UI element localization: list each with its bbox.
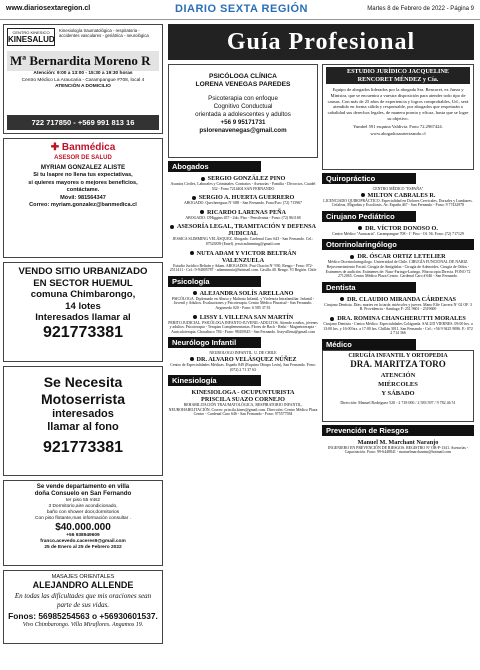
banmedica-logo: ✚ Banmédica <box>50 142 116 153</box>
bullet-icon <box>190 251 194 255</box>
bullet-icon <box>330 317 334 321</box>
listing-entry: Manuel M. Marchant Naranjo INGENIERO EN PREVENCIÓN DE RIESGOS. REGISTRO Nº OB-P-1341. Asesorías - Capacitación. Fono: 99-6448841 - manuelmarchantm@hotmail.com <box>327 438 469 455</box>
section-quiropractico: Quiropráctico <box>322 173 416 184</box>
listing-entry: DR. CLAUDIO MIRANDA CÁRDENAS Cirujano Dentista. Días: martes en la tarde, miércoles y jueves. Mano Effe Carrera Nº 02 OF. 3 B. Providencia - Santiago F: 251 9601 - 2319600 <box>324 295 472 312</box>
bullet-icon <box>350 255 354 259</box>
listing-entry: DR. VÍCTOR DONOSO O. Centro Médico "Araucaria". Carampangue 708 - 1º Piso - Of. 56. Fono: (72) 717129 <box>332 224 464 236</box>
section-cirujano: Cirujano Pediátrico <box>322 211 416 222</box>
page-date: Martes 8 de Febrero de 2022 - Página 9 <box>367 6 474 12</box>
bullet-icon <box>361 193 365 197</box>
bullet-icon <box>193 291 197 295</box>
guia-profesional-title: Guía Profesional <box>168 24 474 60</box>
listing-entry: ASESORÍA LEGAL, TRAMITACIÓN Y DEFENSA JUDICIAL JESSICA SLIMMING VELÁSQUEZ. Abogado. Cardenal Caro 643 - San Fernando. Cel.: 87523839 (Entel). jessicaslimming@gmail.com <box>168 223 318 246</box>
kinesalud-ad <box>3 24 163 134</box>
banmedica-ad: ✚ Banmédica ASESOR DE SALUD MYRIAM GONZALEZ ALISTE Si tu Isapre no llena tus expectativas, si quieres mayores o mejores beneficios, contáctame. Móvil: 981564347 Correo: myriam.gonzalez@banmedica.cl <box>3 138 163 258</box>
listing-entry: DRA. ROMINA CHANGHERUTTI MORALES Cirujano Dentista - Centro Médico. Especialidades Colágueda. SALUD VIERNES. 09:00 hrs. a 13:00 hrs. y 16:00 hrs. a 17:00 hrs. Chillán 3011, San Fernando - Cel.: +56 9 9425 9086. F.: 072 2 714 366 <box>323 314 473 336</box>
section-neurologo: Neurólogo Infantil <box>168 337 261 348</box>
bullet-icon <box>358 226 362 230</box>
listing-entry: NEUROLOGO INFANTIL. U. DE CHILE DR. ALVARO VELÁSQUEZ NÚÑEZ Centro de Especialidades Médicas. Españo 849 (Esquina Obispo León), San Fernando. Fono: (072) 2 71 37 63 <box>170 351 316 372</box>
listing-entry: NUTA ADAM Y VICTOR BELTRÁN VALENZUELA Estudio Jurídico Beltrán y Adam. ABOGADOS. Prat Chacón Nº 930, Rengo - Fono: 072-2511411 - Cel.: 9-94005787 - adammnuta@hotmail.com. Casilla 40. Rengo. VI Región. Chile <box>169 249 317 273</box>
section-dentista: Dentista <box>322 282 416 293</box>
section-riesgos: Prevención de Riesgos <box>322 425 474 436</box>
section-abogados: Abogados <box>168 161 261 172</box>
bullet-icon <box>170 225 174 229</box>
departamento-ad: Se vende departamento en villa doña Consuelo en San Fernando ter piso 55 mts2 3 Dormitorio,aire acondicionado, baño con shower door,dormitorios Con piso flotante,mas información consultar . $40.000.000 +56 938949609 franco.acevedo.caceres9@gmail.com 25 de Enero al 25 de Febrero 2022 <box>3 480 163 566</box>
estudio-juridico-ad: ESTUDIO JURÍDICO JACQUELINE RENCORET MÉNDEZ y Cía. Equipo de abogados liderados por la abogada Sra. Rencoret, ex Jueza y Ministra, que se encuentra a vuestra disposición para atender todo tipo de causas. Con más de 25 años de experiencia y logros comprobables, Ud., será atendido en forma cálida y responsable, por abogados que respetarán a cabalidad sus derechos legales, de manera pronta y eficaz, hasta que se logre su objetivo. Yumbel 591 esquina Valdivia. Fono 72.2967424. www.abogadosaraterizando.cl <box>322 64 474 170</box>
psicologica-ad: PSICÓLOGA CLÍNICA LORENA VENEGAS PAREDES Psicoterapia con enfoque Cognitivo Conductual orientada a adolescentes y adultos +56 9 95171731 pslorenavenegas@gmail.com <box>168 64 318 158</box>
listing-entry: ALEJANDRA SOLÍS ARELLANO PSICÓLOGA. Diplomado en Abuso y Maltrato Infantil, y Violencia Intrafamiliar. Infantil - Juvenil y Adultos. Evaluaciones y Psicoterapia. Centro Médico Pluraisal - San Fernando. Argomedo 020 - Fono: 6 585 37 81 <box>171 289 315 310</box>
page-header <box>0 0 480 20</box>
listing-entry: RICARDO LARENAS PEÑA ABOGADO. O'Higgins 457 - 2do. Piso - Pensilvania - Fono: (72) 861168 <box>185 208 301 220</box>
masajes-ad: MASAJES ORIENTALES ALEJANDRO ALLENDE En todas las dificultades que mis oraciones sean parte de sus vidas. Fonos: 56985254563 o +56930601537. Vivo Chimbarongo. Villa Miraflores. Angamos 19. <box>3 570 163 644</box>
section-medico: Médico <box>322 339 416 350</box>
bullet-icon <box>193 315 197 319</box>
listing-entry: KINESIOLOGA - OCUPUNTURISTA PRISCILA SUAZO CORNEJO REHABILITACIÓN TRAUMATOLÓGICA, RESPIRATORIO INFANTIL, NEUROHABILITACIÓN. Correo: priscila.kines@gmail.com. Dirección: Centro Médico Plaza Centro - Cardenal Caro 646 - San Fernando - Fono: 975577584 <box>168 389 318 417</box>
medico-ad: CIRUGÍA INFANTIL Y ORTOPEDIA DRA. MARITZA TORO ATENCIÓN MIÉRCOLES Y SÁBADO Dirección: Manuel Rodríguez 520 - 2 718 000 / 2 583 597 / 9 782 46 51 <box>322 350 474 422</box>
listing-entry: SERGIO GONZÁLEZ PINO Asuntos Civiles, Laborales y Criminales. Contratos - Asesorías - Familia - Divorcios. Cuadel 532 - Fono 7214404 SAN FERNANDO <box>170 175 316 191</box>
right-column <box>322 64 474 666</box>
left-column <box>3 24 163 648</box>
section-psicologia: Psicología <box>168 276 261 287</box>
kinesalud-name: Mª Bernardita Moreno R <box>7 51 159 71</box>
middle-column <box>168 64 318 666</box>
listing-entry: DR. ÓSCAR ORTIZ LETELIER Médico Otorrinolaringólogo. Universidad de Chile. CIRUGÍA FUNCIONAL DE NARIZ. Rejuvenecimiento Facial. Cirugía de Amígdalas - Cirugía de Adenoides. Cirugía de Oídos - Exámenes de audición. Exámenes de: Naso-Faringo-Laringo. Fibroscopia Directa. FONO 72 2712065. Centro Médico Plaza Centro. Cardenal Caro # 646 - San Fernando. <box>325 253 471 279</box>
listing-entry: LISSY I. VILLENA SAN MARTÍN PERITO JUDICIAL. PSICÓLOGA INFANTO-JUVENIL-ADULTOS. Atiende a niños, jóvenes y adultos. Psicoterapia - Terapias Complementarias. Flores de Bach - Reiki - Magnetoterapia - Auriculoterapia. Chacabuco 784 - Fono: 98439345 - San Fernando. lissyvillena@gmail.com <box>168 313 318 334</box>
bullet-icon <box>201 177 205 181</box>
motoserrista-ad: Se Necesita Motoserrista interesados llamar al fono 921773381 <box>3 366 163 476</box>
bullet-icon <box>190 357 194 361</box>
section-kinesiologia: Kinesiología <box>168 375 261 386</box>
vendo-sitio-ad: VENDO SITIO URBANIZADO EN SECTOR HUEMUL comuna Chimbarongo, 14 lotes Interesados llamar al 921773381 <box>3 262 163 362</box>
bullet-icon <box>200 210 204 214</box>
kinesalud-info: Atención: 9:00 a 13:00 - 15:30 a 19:30 horas Centro Médico La Araucaria - Carampangue #708, local 4 ATENCIÓN A DOMICILIO <box>21 71 145 89</box>
section-otorrino: Otorrinolaringólogo <box>322 239 474 250</box>
bullet-icon <box>340 297 344 301</box>
masthead: DIARIO SEXTA REGIÓN <box>175 3 308 15</box>
kinesalud-phone: 722 717850 - +569 991 813 16 <box>7 115 159 130</box>
site-url: www.diariosextaregion.cl <box>6 5 91 12</box>
kinesalud-logo: CENTRO KINESICO KINESALUD <box>8 30 55 44</box>
listing-entry: SERGIO A. HUERTA GUERRERO ABOGADO. Quechereguas Nº 688 - San Fernando. Fono/Fax: (72) 715967 <box>183 194 303 206</box>
bullet-icon <box>192 196 196 200</box>
listing-entry: CENTRO MÉDICO "ESPAÑA" MILTON CABRALES R. LICENCIADO QUIROPRÁCTICO. Especialidad en Dolores Cervicales, Dorsales y Lumbares. Cefaleas, Migrañas y Escoliosis. Av. España 467 - San Fernando - Fono: 9 77432978 <box>323 187 473 208</box>
kinesalud-specialties: Kinesiología traumatológica - respiratoria - accidentes vasculares - geriátrica - neurológica <box>59 28 149 38</box>
